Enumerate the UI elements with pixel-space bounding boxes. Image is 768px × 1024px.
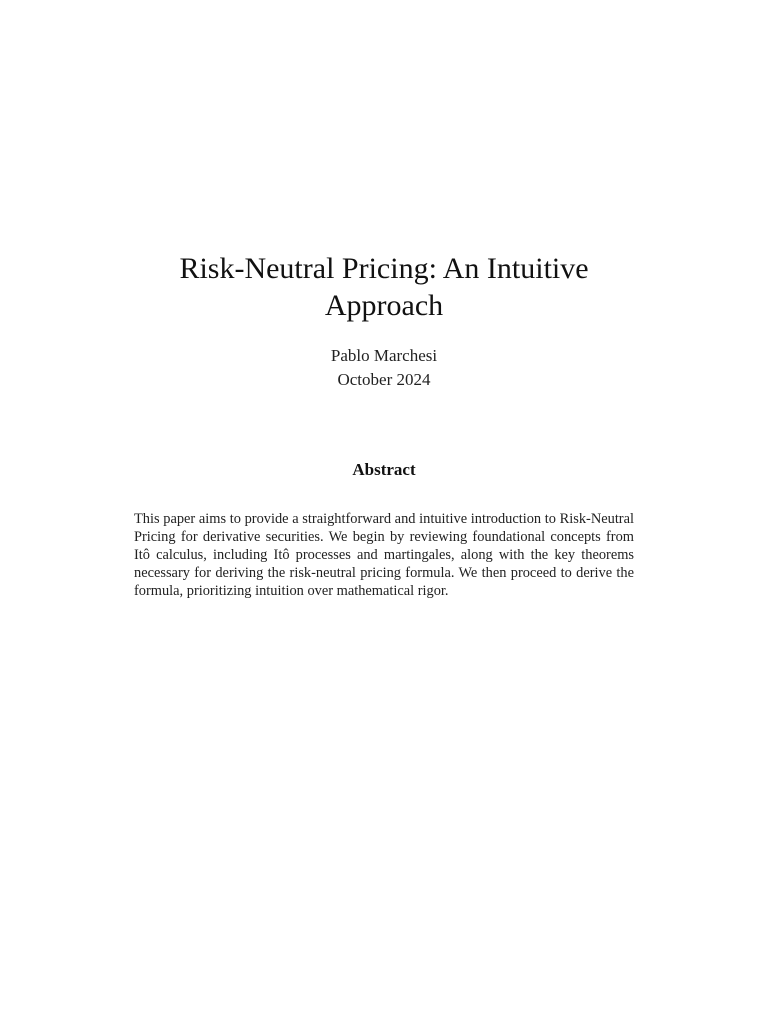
paper-author: Pablo Marchesi [330,346,438,365]
paper-title: Risk-Neutral Pricing: An Intuitive Approach [179,252,589,322]
abstract-heading: Abstract [352,460,416,479]
abstract-body: This paper aims to provide a straightforward and intuitive introduction to Risk-Neutral Pricing for derivative securities. We begin by reviewing foundational concepts from Itô calculus, including Itô processes and martingales, along with the key theorems necessary for deriving the risk-neutral pricing formula. We then proceed to derive the formula, prioritizing intuition over mathematical rigor. [134,511,634,599]
paper-date: October 2024 [337,370,431,389]
